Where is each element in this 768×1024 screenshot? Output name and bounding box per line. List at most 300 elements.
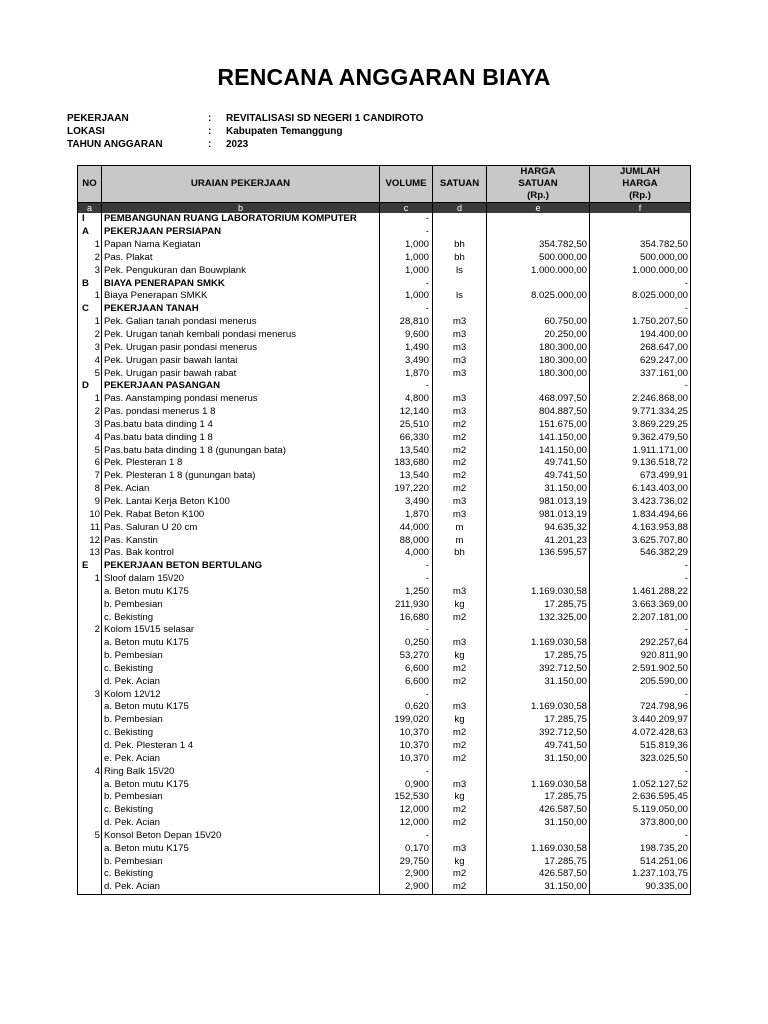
table-row bbox=[78, 740, 691, 753]
item-volume: - bbox=[380, 277, 433, 290]
item-description: Pek. Acian bbox=[102, 483, 380, 496]
item-unit-price: 392.712,50 bbox=[487, 663, 590, 676]
item-description: PEKERJAAN TANAH bbox=[102, 303, 380, 316]
item-volume: 3,490 bbox=[380, 496, 433, 509]
item-unit-price: 17.285,75 bbox=[487, 855, 590, 868]
column-letter: d bbox=[433, 203, 487, 214]
item-unit-price bbox=[487, 303, 590, 316]
item-description: a. Beton mutu K175 bbox=[102, 585, 380, 598]
item-unit: m3 bbox=[433, 341, 487, 354]
item-volume: 88,000 bbox=[380, 534, 433, 547]
table-row bbox=[78, 419, 691, 432]
item-description: Pek. Urugan pasir pondasi menerus bbox=[102, 341, 380, 354]
item-total-price: - bbox=[590, 573, 691, 586]
column-letter: e bbox=[487, 203, 590, 214]
item-total-price: 268.647,00 bbox=[590, 341, 691, 354]
item-description: c. Bekisting bbox=[102, 611, 380, 624]
header-harga-line3: (Rp.) bbox=[527, 190, 549, 201]
column-letter: f bbox=[590, 203, 691, 214]
item-description: Pas.batu bata dinding 1 4 bbox=[102, 419, 380, 432]
item-volume: - bbox=[380, 303, 433, 316]
item-total-price: 198.735,20 bbox=[590, 842, 691, 855]
item-volume: 2,900 bbox=[380, 868, 433, 881]
item-volume: 10,370 bbox=[380, 727, 433, 740]
item-unit-price: 500.000,00 bbox=[487, 252, 590, 265]
header-jumlah-line3: (Rp.) bbox=[629, 190, 651, 201]
page-title: RENCANA ANGGARAN BIAYA bbox=[217, 64, 551, 90]
lokasi-label: LOKASI bbox=[67, 126, 105, 137]
item-number: 2 bbox=[78, 406, 102, 419]
item-volume: - bbox=[380, 226, 433, 239]
item-total-price: - bbox=[590, 303, 691, 316]
item-volume: 25,510 bbox=[380, 419, 433, 432]
table-row bbox=[78, 688, 691, 701]
item-description: b. Pembesian bbox=[102, 598, 380, 611]
item-total-price bbox=[590, 226, 691, 239]
item-total-price bbox=[590, 213, 691, 226]
item-unit-price bbox=[487, 560, 590, 573]
table-row bbox=[78, 817, 691, 830]
header-satuan: SATUAN bbox=[433, 166, 487, 203]
lokasi-separator: : bbox=[208, 126, 212, 137]
header-no: NO bbox=[78, 166, 102, 203]
item-unit-price: 1.169.030,58 bbox=[487, 778, 590, 791]
item-unit-price: 426.587,50 bbox=[487, 804, 590, 817]
table-row bbox=[78, 547, 691, 560]
item-unit bbox=[433, 765, 487, 778]
table-row bbox=[78, 598, 691, 611]
item-unit-price: 151.675,00 bbox=[487, 419, 590, 432]
item-volume: 13,540 bbox=[380, 444, 433, 457]
item-unit-price: 1.169.030,58 bbox=[487, 637, 590, 650]
item-unit bbox=[433, 213, 487, 226]
item-description: Pas. Aanstamping pondasi menerus bbox=[102, 393, 380, 406]
item-volume: - bbox=[380, 213, 433, 226]
item-description: a. Beton mutu K175 bbox=[102, 637, 380, 650]
item-unit: m3 bbox=[433, 778, 487, 791]
item-number bbox=[78, 598, 102, 611]
item-description: Pek. Urugan pasir bawah rabat bbox=[102, 367, 380, 380]
table-row bbox=[78, 508, 691, 521]
item-number bbox=[78, 585, 102, 598]
item-total-price: - bbox=[590, 830, 691, 843]
item-number bbox=[78, 637, 102, 650]
header-harga-line1: HARGA bbox=[520, 166, 556, 177]
item-volume: 44,000 bbox=[380, 521, 433, 534]
item-number: 12 bbox=[78, 534, 102, 547]
table-row bbox=[78, 290, 691, 303]
item-number: 5 bbox=[78, 830, 102, 843]
table-row bbox=[78, 727, 691, 740]
item-unit: m3 bbox=[433, 393, 487, 406]
item-number: 4 bbox=[78, 765, 102, 778]
section-row bbox=[78, 213, 691, 226]
item-number: 8 bbox=[78, 483, 102, 496]
item-unit-price: 49.741,50 bbox=[487, 740, 590, 753]
item-number: 5 bbox=[78, 367, 102, 380]
table-row bbox=[78, 650, 691, 663]
item-volume: 0,620 bbox=[380, 701, 433, 714]
item-number: A bbox=[78, 226, 102, 239]
item-number: 4 bbox=[78, 354, 102, 367]
item-volume: 9,600 bbox=[380, 329, 433, 342]
item-total-price: 6.143.403,00 bbox=[590, 483, 691, 496]
item-unit bbox=[433, 277, 487, 290]
item-unit: m bbox=[433, 521, 487, 534]
item-total-price: 4.072.428,63 bbox=[590, 727, 691, 740]
item-unit-price: 49.741,50 bbox=[487, 457, 590, 470]
item-number: B bbox=[78, 277, 102, 290]
item-unit-price bbox=[487, 688, 590, 701]
item-total-price: 920.811,90 bbox=[590, 650, 691, 663]
item-volume: 3,490 bbox=[380, 354, 433, 367]
item-unit: m3 bbox=[433, 508, 487, 521]
item-unit-price: 180.300,00 bbox=[487, 341, 590, 354]
item-total-price: 1.237.103,75 bbox=[590, 868, 691, 881]
table-row bbox=[78, 675, 691, 688]
item-unit-price: 392.712,50 bbox=[487, 727, 590, 740]
item-volume: 66,330 bbox=[380, 431, 433, 444]
table-row bbox=[78, 714, 691, 727]
table-header-row bbox=[78, 166, 691, 203]
item-volume: 183,680 bbox=[380, 457, 433, 470]
item-unit-price: 31.150,00 bbox=[487, 752, 590, 765]
item-unit-price bbox=[487, 624, 590, 637]
item-unit: m3 bbox=[433, 329, 487, 342]
item-volume: - bbox=[380, 765, 433, 778]
item-total-price: 2.636.595,45 bbox=[590, 791, 691, 804]
item-volume: 16,680 bbox=[380, 611, 433, 624]
item-number: 3 bbox=[78, 419, 102, 432]
column-letter: a bbox=[78, 203, 102, 214]
item-description: PEMBANGUNAN RUANG LABORATORIUM KOMPUTER bbox=[102, 213, 380, 226]
item-unit-price: 17.285,75 bbox=[487, 714, 590, 727]
section-row bbox=[78, 380, 691, 393]
item-unit-price: 49.741,50 bbox=[487, 470, 590, 483]
item-total-price: - bbox=[590, 560, 691, 573]
item-description: Ring Balk 15\/20 bbox=[102, 765, 380, 778]
item-number: 1 bbox=[78, 393, 102, 406]
item-total-price: 2.246.868,00 bbox=[590, 393, 691, 406]
item-total-price: 1.750.207,50 bbox=[590, 316, 691, 329]
item-total-price: 373.800,00 bbox=[590, 817, 691, 830]
item-total-price: 515.819,36 bbox=[590, 740, 691, 753]
item-total-price: 9.362.479,50 bbox=[590, 431, 691, 444]
item-unit: m2 bbox=[433, 457, 487, 470]
item-unit bbox=[433, 573, 487, 586]
item-description: Pas. Plakat bbox=[102, 252, 380, 265]
table-row bbox=[78, 470, 691, 483]
item-unit-price bbox=[487, 830, 590, 843]
item-number: 11 bbox=[78, 521, 102, 534]
item-total-price: - bbox=[590, 277, 691, 290]
item-total-price: 2.591.902,50 bbox=[590, 663, 691, 676]
tahun-anggaran-value: 2023 bbox=[226, 139, 249, 150]
item-number: D bbox=[78, 380, 102, 393]
item-description: Pek. Galian tanah pondasi menerus bbox=[102, 316, 380, 329]
item-unit-price: 426.587,50 bbox=[487, 868, 590, 881]
item-unit-price: 132.325,00 bbox=[487, 611, 590, 624]
item-volume: 1,870 bbox=[380, 508, 433, 521]
item-total-price: 673.499,91 bbox=[590, 470, 691, 483]
item-unit: m3 bbox=[433, 585, 487, 598]
item-unit-price: 17.285,75 bbox=[487, 598, 590, 611]
item-description: Pek. Pengukuran dan Bouwplank bbox=[102, 264, 380, 277]
item-description: c. Bekisting bbox=[102, 663, 380, 676]
item-volume: 2,900 bbox=[380, 881, 433, 894]
table-row bbox=[78, 252, 691, 265]
budget-table bbox=[77, 165, 691, 895]
item-description: Pek. Rabat Beton K100 bbox=[102, 508, 380, 521]
item-volume: 10,370 bbox=[380, 740, 433, 753]
item-number: E bbox=[78, 560, 102, 573]
item-number bbox=[78, 791, 102, 804]
pekerjaan-separator: : bbox=[208, 113, 212, 124]
item-unit: m2 bbox=[433, 611, 487, 624]
tahun-anggaran-label: TAHUN ANGGARAN bbox=[67, 139, 163, 150]
item-unit: m2 bbox=[433, 740, 487, 753]
item-number: 6 bbox=[78, 457, 102, 470]
item-number bbox=[78, 842, 102, 855]
table-row bbox=[78, 521, 691, 534]
item-total-price: 90.335,00 bbox=[590, 881, 691, 894]
item-description: Pas. Saluran U 20 cm bbox=[102, 521, 380, 534]
item-total-price: - bbox=[590, 624, 691, 637]
section-row bbox=[78, 277, 691, 290]
pekerjaan-value: REVITALISASI SD NEGERI 1 CANDIROTO bbox=[226, 113, 424, 124]
item-volume: 4,800 bbox=[380, 393, 433, 406]
item-number bbox=[78, 675, 102, 688]
item-total-price: 3.625.707,80 bbox=[590, 534, 691, 547]
item-number bbox=[78, 817, 102, 830]
item-unit-price: 136.595,57 bbox=[487, 547, 590, 560]
item-unit: ls bbox=[433, 264, 487, 277]
item-total-price: 9.771.334,25 bbox=[590, 406, 691, 419]
item-volume: 0,900 bbox=[380, 778, 433, 791]
item-volume: 0,170 bbox=[380, 842, 433, 855]
item-volume: - bbox=[380, 624, 433, 637]
item-total-price: 3.663.369,00 bbox=[590, 598, 691, 611]
tahun-anggaran-separator: : bbox=[208, 139, 212, 150]
item-number: 2 bbox=[78, 624, 102, 637]
item-description: d. Pek. Acian bbox=[102, 675, 380, 688]
item-unit: m2 bbox=[433, 817, 487, 830]
item-unit-price: 981.013,19 bbox=[487, 508, 590, 521]
table-row bbox=[78, 496, 691, 509]
item-unit-price bbox=[487, 380, 590, 393]
item-unit-price: 17.285,75 bbox=[487, 650, 590, 663]
section-row bbox=[78, 226, 691, 239]
item-total-price: 292.257,64 bbox=[590, 637, 691, 650]
item-number bbox=[78, 727, 102, 740]
item-volume: 211,930 bbox=[380, 598, 433, 611]
table-row bbox=[78, 881, 691, 894]
table-row bbox=[78, 701, 691, 714]
item-number bbox=[78, 611, 102, 624]
item-number: I bbox=[78, 213, 102, 226]
item-total-price: 8.025.000,00 bbox=[590, 290, 691, 303]
item-description: b. Pembesian bbox=[102, 855, 380, 868]
item-total-price: 3.423.736,02 bbox=[590, 496, 691, 509]
table-row bbox=[78, 868, 691, 881]
item-description: BIAYA PENERAPAN SMKK bbox=[102, 277, 380, 290]
item-total-price: 9.136.518,72 bbox=[590, 457, 691, 470]
item-description: Papan Nama Kegiatan bbox=[102, 239, 380, 252]
item-description: Konsol Beton Depan 15\/20 bbox=[102, 830, 380, 843]
item-total-price: 4.163.953,88 bbox=[590, 521, 691, 534]
item-total-price: 1.834.494,66 bbox=[590, 508, 691, 521]
item-number: 7 bbox=[78, 470, 102, 483]
item-description: PEKERJAAN PERSIAPAN bbox=[102, 226, 380, 239]
item-unit-price: 141.150,00 bbox=[487, 444, 590, 457]
item-volume: 1,490 bbox=[380, 341, 433, 354]
item-description: Kolom 12\/12 bbox=[102, 688, 380, 701]
item-total-price: 3.869.229,25 bbox=[590, 419, 691, 432]
item-unit-price: 20.250,00 bbox=[487, 329, 590, 342]
item-unit-price: 804.887,50 bbox=[487, 406, 590, 419]
item-unit-price: 354.782,50 bbox=[487, 239, 590, 252]
item-number bbox=[78, 701, 102, 714]
table-row bbox=[78, 765, 691, 778]
item-description: a. Beton mutu K175 bbox=[102, 842, 380, 855]
item-volume: 152,530 bbox=[380, 791, 433, 804]
item-total-price: 1.461.288,22 bbox=[590, 585, 691, 598]
item-unit: kg bbox=[433, 714, 487, 727]
table-row bbox=[78, 393, 691, 406]
item-number: 3 bbox=[78, 688, 102, 701]
table-row bbox=[78, 239, 691, 252]
item-unit: kg bbox=[433, 650, 487, 663]
table-row bbox=[78, 830, 691, 843]
item-unit-price: 981.013,19 bbox=[487, 496, 590, 509]
table-row bbox=[78, 483, 691, 496]
item-description: c. Bekisting bbox=[102, 868, 380, 881]
item-volume: - bbox=[380, 830, 433, 843]
item-volume: 12,140 bbox=[380, 406, 433, 419]
item-unit-price: 468.097,50 bbox=[487, 393, 590, 406]
item-unit: m2 bbox=[433, 727, 487, 740]
table-row bbox=[78, 585, 691, 598]
item-unit: m2 bbox=[433, 752, 487, 765]
table-row bbox=[78, 431, 691, 444]
item-volume: 199,020 bbox=[380, 714, 433, 727]
item-unit: m2 bbox=[433, 663, 487, 676]
item-description: b. Pembesian bbox=[102, 714, 380, 727]
item-unit-price bbox=[487, 213, 590, 226]
item-unit-price: 8.025.000,00 bbox=[487, 290, 590, 303]
item-unit-price bbox=[487, 277, 590, 290]
item-unit bbox=[433, 688, 487, 701]
item-number bbox=[78, 650, 102, 663]
item-description: Pek. Plesteran 1 8 bbox=[102, 457, 380, 470]
header-volume: VOLUME bbox=[380, 166, 433, 203]
item-unit: bh bbox=[433, 239, 487, 252]
item-unit-price: 180.300,00 bbox=[487, 354, 590, 367]
item-total-price: - bbox=[590, 765, 691, 778]
item-total-price: - bbox=[590, 688, 691, 701]
item-unit-price: 1.000.000,00 bbox=[487, 264, 590, 277]
item-unit: kg bbox=[433, 791, 487, 804]
header-jumlah-harga bbox=[590, 166, 691, 203]
item-total-price: 546.382,29 bbox=[590, 547, 691, 560]
item-number bbox=[78, 663, 102, 676]
table-row bbox=[78, 611, 691, 624]
item-description: d. Pek. Acian bbox=[102, 881, 380, 894]
item-number: 1 bbox=[78, 290, 102, 303]
item-volume: 28,810 bbox=[380, 316, 433, 329]
item-volume: 1,250 bbox=[380, 585, 433, 598]
item-total-price: 2.207.181,00 bbox=[590, 611, 691, 624]
item-description: b. Pembesian bbox=[102, 791, 380, 804]
table-row bbox=[78, 624, 691, 637]
column-letter-row bbox=[78, 203, 691, 214]
table-row bbox=[78, 855, 691, 868]
item-unit: m2 bbox=[433, 419, 487, 432]
header-uraian: URAIAN PEKERJAAN bbox=[102, 166, 380, 203]
table-row bbox=[78, 573, 691, 586]
table-row bbox=[78, 752, 691, 765]
item-total-price: - bbox=[590, 380, 691, 393]
item-volume: 1,000 bbox=[380, 252, 433, 265]
item-description: a. Beton mutu K175 bbox=[102, 701, 380, 714]
item-unit: m2 bbox=[433, 470, 487, 483]
item-total-price: 1.911.171,00 bbox=[590, 444, 691, 457]
item-unit: bh bbox=[433, 252, 487, 265]
item-total-price: 354.782,50 bbox=[590, 239, 691, 252]
item-number bbox=[78, 804, 102, 817]
item-unit: m2 bbox=[433, 804, 487, 817]
item-unit-price: 1.169.030,58 bbox=[487, 701, 590, 714]
section-row bbox=[78, 560, 691, 573]
item-volume: 6,600 bbox=[380, 663, 433, 676]
item-volume: 12,000 bbox=[380, 804, 433, 817]
item-number: 5 bbox=[78, 444, 102, 457]
item-description: d. Pek. Plesteran 1 4 bbox=[102, 740, 380, 753]
item-unit: m2 bbox=[433, 868, 487, 881]
item-unit-price: 180.300,00 bbox=[487, 367, 590, 380]
item-unit: m2 bbox=[433, 675, 487, 688]
table-row bbox=[78, 457, 691, 470]
item-volume: 10,370 bbox=[380, 752, 433, 765]
item-unit bbox=[433, 380, 487, 393]
item-unit-price: 31.150,00 bbox=[487, 817, 590, 830]
item-unit: m2 bbox=[433, 431, 487, 444]
item-number: 3 bbox=[78, 341, 102, 354]
header-harga-satuan bbox=[487, 166, 590, 203]
item-description: Sloof dalam 15\/20 bbox=[102, 573, 380, 586]
item-volume: 1,000 bbox=[380, 239, 433, 252]
item-unit: m3 bbox=[433, 367, 487, 380]
item-unit: m3 bbox=[433, 316, 487, 329]
item-total-price: 724.798,96 bbox=[590, 701, 691, 714]
table-row bbox=[78, 406, 691, 419]
item-unit-price: 1.169.030,58 bbox=[487, 585, 590, 598]
item-unit: ls bbox=[433, 290, 487, 303]
item-unit: m3 bbox=[433, 701, 487, 714]
item-description: PEKERJAAN PASANGAN bbox=[102, 380, 380, 393]
item-unit: bh bbox=[433, 547, 487, 560]
item-volume: 0,250 bbox=[380, 637, 433, 650]
item-volume: - bbox=[380, 688, 433, 701]
table-row bbox=[78, 804, 691, 817]
item-description: Biaya Penerapan SMKK bbox=[102, 290, 380, 303]
item-number: 1 bbox=[78, 316, 102, 329]
item-total-price: 1.052.127,52 bbox=[590, 778, 691, 791]
item-unit bbox=[433, 624, 487, 637]
item-volume: - bbox=[380, 573, 433, 586]
item-unit bbox=[433, 560, 487, 573]
table-row bbox=[78, 444, 691, 457]
